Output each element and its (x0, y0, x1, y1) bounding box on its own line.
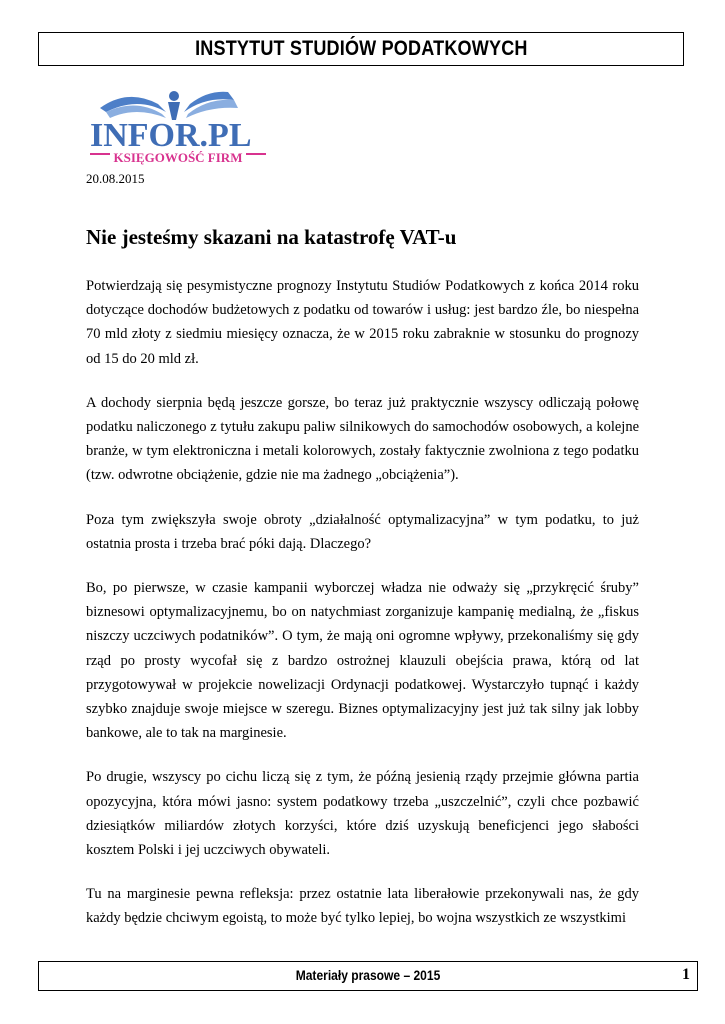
infor-logo (88, 86, 268, 172)
logo-brand-text: INFOR.PL (90, 117, 252, 154)
open-book-icon (100, 91, 238, 120)
article-paragraph: Bo, po pierwsze, w czasie kampanii wyborczej władza nie odważy się „przykręcić śruby” biznesowi optymalizacyjnemu, bo on natychmiast zorganizuje kampanię medialną, że „fiskus niszczy uczciwych podatników”. O tym, że mają oni ogromne wpływy, przekonaliśmy się gdy rząd po prosty wycofał się z bardzo ostrożnej klauzuli obejścia prawa, którą od lat przygotowywał w projekcie nowelizacji Ordynacji podatkowej. Wystarczyło tupnąć i każdy szybko znajduje swoje miejsce w szeregu. Biznes optymalizacyjny jest już tak silny jak lobby bankowe, ale to tak na marginesie. (86, 580, 639, 742)
header-banner (38, 32, 684, 66)
footer-banner (38, 961, 698, 991)
article-paragraph: Potwierdzają się pesymistyczne prognozy Instytutu Studiów Podatkowych z końca 2014 roku dotyczące dochodów budżetowych z podatku od towarów i usług: jest bardzo źle, bo niespełna 70 mld złoty z siedmiu miesięcy oznacza, że w 2015 roku zabraknie w stosunku do prognozy od 15 do 20 mld zł. (86, 278, 639, 367)
article-body (86, 274, 639, 951)
article-date: 20.08.2015 (86, 171, 145, 186)
article-paragraph: Poza tym zwiększyła swoje obroty „działalność optymalizacyjna” w tym podatku, to już ostatnia prosta i trzeba brać póki dają. Dlaczego? (86, 511, 639, 552)
article-paragraph: Tu na marginesie pewna refleksja: przez ostatnie lata liberałowie przekonywali nas, że gdy każdy będzie chciwym egoistą, to może być tylko lepiej, bo wojna wszystkich ze wszystkimi (86, 886, 639, 927)
article-paragraph: A dochody sierpnia będą jeszcze gorsze, bo teraz już praktycznie wszyscy odliczają połowę podatku naliczonego z tytułu zakupu paliw silnikowych do samochodów osobowych, a kolejne branże, w tym elektroniczna i metali kolorowych, zostały faktycznie zwolniona z tego podatku (tzw. odwrotne obciążenie, gdzie nie ma żadnego „obciążenia”). (86, 394, 639, 484)
institute-title: INSTYTUT STUDIÓW PODATKOWYCH (194, 37, 528, 60)
logo-subtitle-text: KSIĘGOWOŚĆ FIRM (113, 150, 243, 165)
footer-title: Materiały prasowe – 2015 (295, 967, 441, 983)
page-number: 1 (682, 966, 690, 983)
article-paragraph: Po drugie, wszyscy po cichu liczą się z tym, że późną jesienią rządy przejmie główna partia opozycyjna, która mówi jasno: system podatkowy trzeba „uszczelnić”, czyli chce pozbawić dziesiątków miliardów złotych korzyści, które dziś uzyskują beneficjenci jego słabości kosztem Polski i jej uczciwych obywateli. (86, 769, 639, 859)
article-title: Nie jesteśmy skazani na katastrofę VAT-u (86, 225, 457, 249)
